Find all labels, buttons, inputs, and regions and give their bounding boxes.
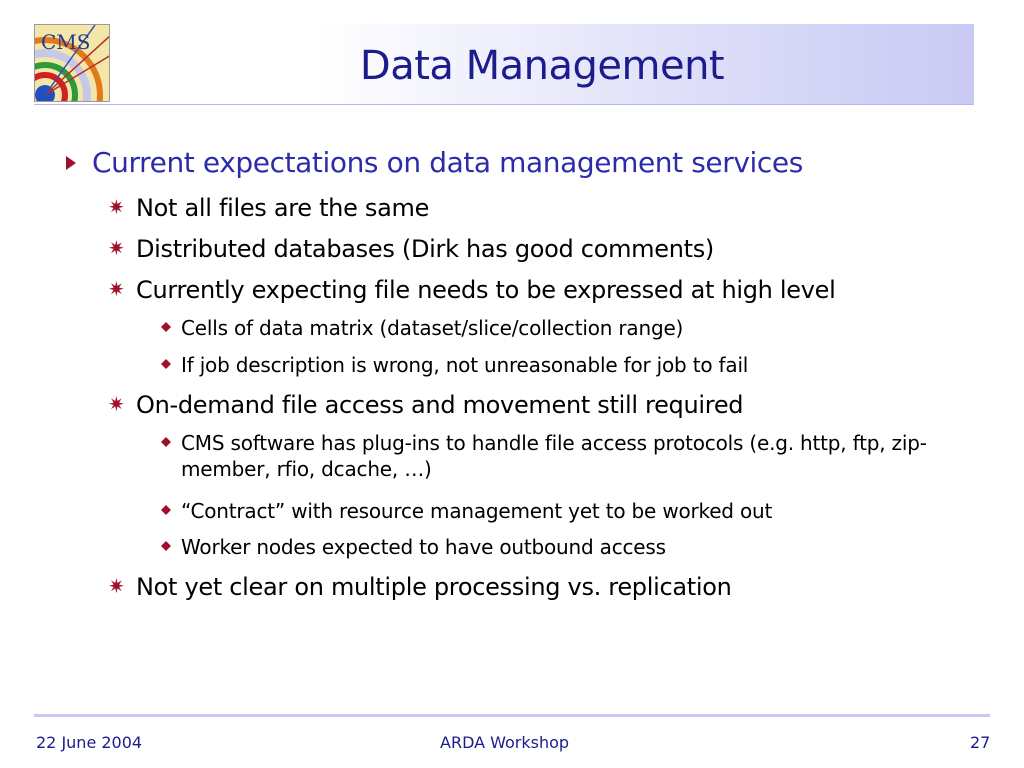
bullet-level3: “Contract” with resource management yet to be worked out <box>181 499 773 523</box>
bullet-level2: Not all files are the same <box>136 194 430 222</box>
bullet-level2: Distributed databases (Dirk has good comments) <box>136 235 714 263</box>
cms-logo <box>34 24 110 102</box>
diamond-icon <box>160 321 172 333</box>
triangle-right-icon <box>64 155 78 171</box>
bullet-level1: Current expectations on data management services <box>92 146 803 179</box>
diamond-icon <box>160 504 172 516</box>
asterisk-star-icon: ✷ <box>108 277 125 301</box>
bullet-level3: Cells of data matrix (dataset/slice/collection range) <box>181 316 684 340</box>
bullet-level2: Currently expecting file needs to be expressed at high level <box>136 276 836 304</box>
slide-title: Data Management <box>359 43 725 89</box>
asterisk-star-icon: ✷ <box>108 574 125 598</box>
bullet-level3: If job description is wrong, not unreasonable for job to fail <box>181 353 749 377</box>
asterisk-star-icon: ✷ <box>108 392 125 416</box>
bullet-level3: CMS software has plug-ins to handle file access protocols (e.g. http, ftp, zip-member, rfio, dcache, …) <box>181 431 927 481</box>
footer-event: ARDA Workshop <box>440 733 570 752</box>
diamond-icon <box>160 436 172 448</box>
footer-page-number: 27 <box>970 733 991 752</box>
diamond-icon <box>160 540 172 552</box>
diamond-icon <box>160 358 172 370</box>
svg-text:CMS: CMS <box>41 30 91 54</box>
asterisk-star-icon: ✷ <box>108 195 125 219</box>
footer-divider <box>34 714 990 717</box>
bullet-level2: Not yet clear on multiple processing vs. replication <box>136 573 732 601</box>
bullet-level3: Worker nodes expected to have outbound access <box>181 535 666 559</box>
footer-date: 22 June 2004 <box>36 733 143 752</box>
bullet-level2: On-demand file access and movement still required <box>136 391 744 419</box>
asterisk-star-icon: ✷ <box>108 236 125 260</box>
